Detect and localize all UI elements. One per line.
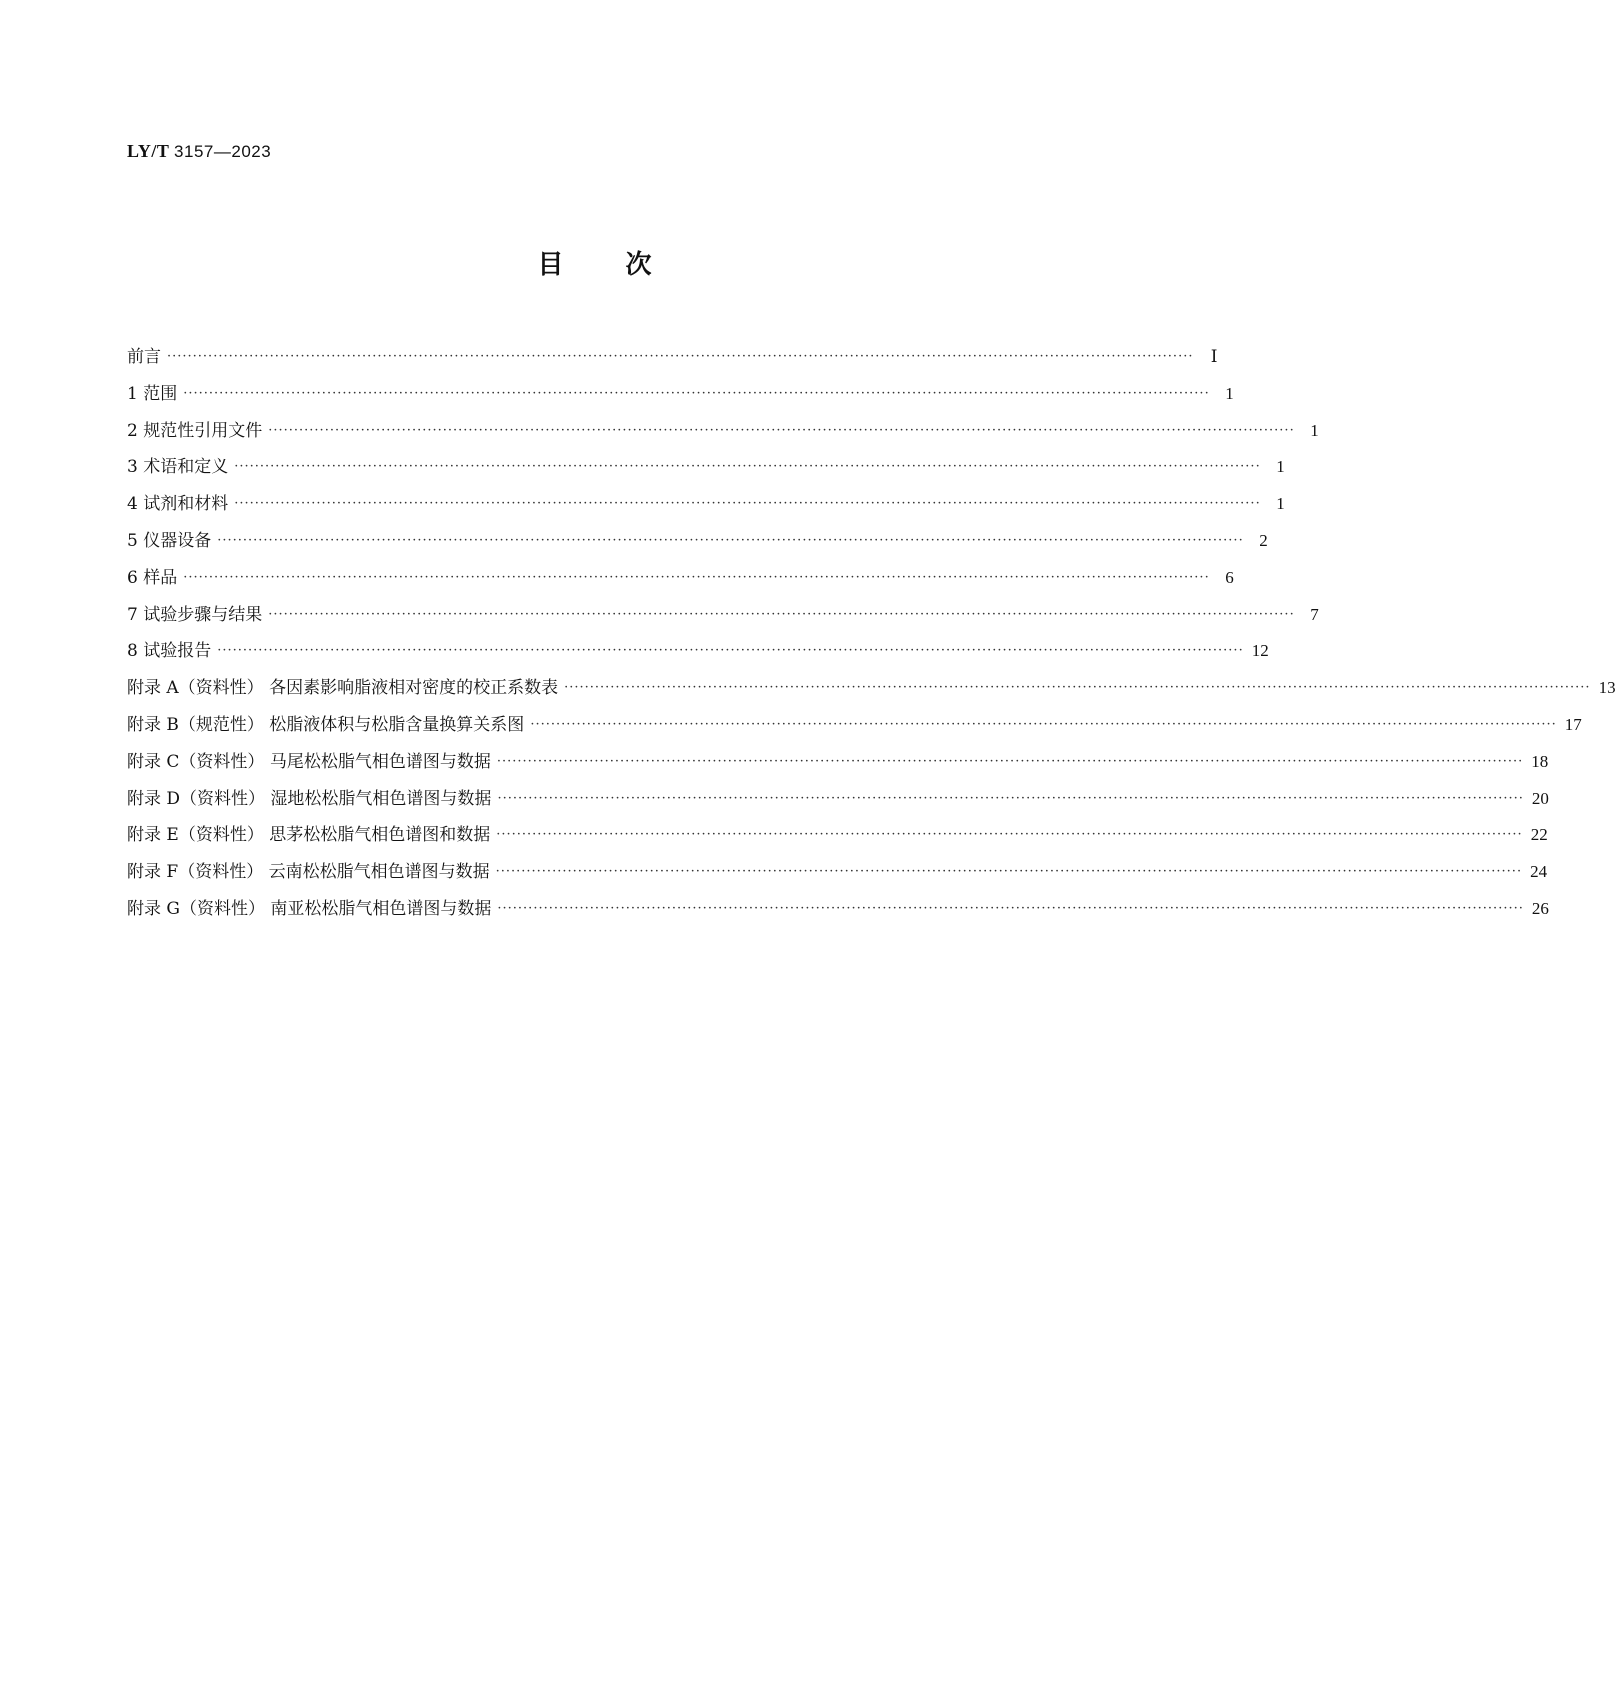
toc-entry-label: 3 术语和定义 — [127, 457, 229, 478]
dot-leader: ········································································································································································································ — [564, 680, 1591, 696]
dot-leader: ········································································································································································································ — [217, 643, 1244, 659]
toc-entry-label: 前言 — [127, 347, 161, 367]
dot-leader: ········································································································································································································ — [234, 496, 1261, 512]
toc-entry-page: 12 — [1251, 641, 1269, 661]
toc-entry-page: 26 — [1531, 898, 1549, 918]
toc-entry-label: 附录 D（资料性） 湿地松松脂气相色谱图与数据 — [127, 788, 492, 809]
toc-entry-normative-references[interactable] — [127, 416, 1319, 453]
toc-entry-test-procedure[interactable] — [127, 600, 1319, 637]
toc-entry-foreword[interactable] — [127, 342, 1218, 379]
toc-entry-label: 4 试剂和材料 — [127, 494, 229, 515]
dot-leader: ········································································································································································································ — [268, 422, 1295, 438]
toc-entry-appendix-b[interactable] — [127, 710, 1582, 747]
toc-entry-appendix-f[interactable] — [127, 857, 1548, 894]
toc-entry-samples[interactable] — [127, 563, 1234, 600]
toc-entry-page: 1 — [1310, 420, 1319, 440]
dot-leader: ········································································································································································································ — [497, 900, 1524, 916]
toc-entry-page: 2 — [1259, 530, 1268, 550]
toc-entry-page: 20 — [1531, 788, 1549, 808]
toc-entry-terms-definitions[interactable] — [127, 452, 1285, 489]
toc-entry-label: 附录 C（资料性） 马尾松松脂气相色谱图与数据 — [127, 751, 491, 772]
toc-entry-page: Ⅰ — [1210, 347, 1218, 366]
toc-entry-page: 1 — [1276, 457, 1285, 477]
toc-entry-label: 附录 F（资料性） 云南松松脂气相色谱图与数据 — [127, 862, 490, 883]
table-of-contents — [127, 342, 1616, 931]
toc-entry-scope[interactable] — [127, 379, 1234, 416]
toc-entry-page: 18 — [1531, 751, 1549, 771]
dot-leader: ········································································································································································································ — [496, 753, 1524, 769]
toc-entry-page: 22 — [1530, 825, 1548, 845]
toc-entry-label: 6 样品 — [127, 567, 178, 588]
toc-entry-page: 6 — [1225, 567, 1234, 587]
toc-entry-label: 附录 E（资料性） 思茅松松脂气相色谱图和数据 — [127, 825, 491, 846]
toc-entry-label: 2 规范性引用文件 — [127, 420, 263, 441]
document-identifier — [127, 141, 271, 162]
dot-leader: ········································································································································································································ — [268, 606, 1295, 622]
toc-entry-appendix-c[interactable] — [127, 747, 1549, 784]
dot-leader: ········································································································································································································ — [234, 459, 1261, 475]
dot-leader: ········································································································································································································ — [497, 790, 1524, 806]
toc-entry-label: 附录 A（资料性） 各因素影响脂液相对密度的校正系数表 — [127, 678, 559, 699]
toc-entry-page: 1 — [1225, 383, 1234, 403]
toc-entry-appendix-e[interactable] — [127, 820, 1548, 857]
toc-entry-appendix-a[interactable] — [127, 673, 1616, 710]
toc-entry-label: 附录 B（规范性） 松脂液体积与松脂含量换算关系图 — [127, 714, 525, 735]
toc-entry-appendix-d[interactable] — [127, 784, 1549, 821]
toc-entry-page: 17 — [1564, 714, 1582, 734]
dot-leader: ········································································································································································································ — [183, 569, 1210, 585]
dot-leader: ········································································································································································································ — [167, 349, 1194, 364]
dot-leader: ········································································································································································································ — [217, 532, 1244, 548]
toc-title — [0, 244, 1191, 281]
toc-entry-test-report[interactable] — [127, 636, 1269, 673]
toc-title-part2: 次 — [625, 250, 654, 280]
toc-entry-page: 13 — [1598, 678, 1616, 698]
toc-entry-label: 1 范围 — [127, 383, 178, 404]
toc-entry-reagents-materials[interactable] — [127, 489, 1285, 526]
toc-entry-label: 8 试验报告 — [127, 641, 212, 662]
toc-entry-page: 24 — [1530, 862, 1548, 882]
doc-number: 3157—2023 — [174, 142, 272, 161]
toc-entry-appendix-g[interactable] — [127, 894, 1549, 931]
toc-entry-page: 7 — [1310, 604, 1319, 624]
toc-entry-label: 附录 G（资料性） 南亚松松脂气相色谱图与数据 — [127, 898, 492, 919]
dot-leader: ········································································································································································································ — [530, 716, 1557, 732]
toc-title-part1: 目 — [537, 250, 566, 280]
toc-entry-label: 7 试验步骤与结果 — [127, 604, 263, 625]
toc-entry-page: 1 — [1276, 494, 1285, 514]
dot-leader: ········································································································································································································ — [495, 864, 1523, 880]
dot-leader: ········································································································································································································ — [496, 827, 1523, 843]
doc-prefix: LY/T — [127, 141, 170, 161]
toc-entry-label: 5 仪器设备 — [127, 530, 212, 551]
dot-leader: ········································································································································································································ — [183, 385, 1210, 401]
toc-entry-instruments[interactable] — [127, 526, 1268, 563]
